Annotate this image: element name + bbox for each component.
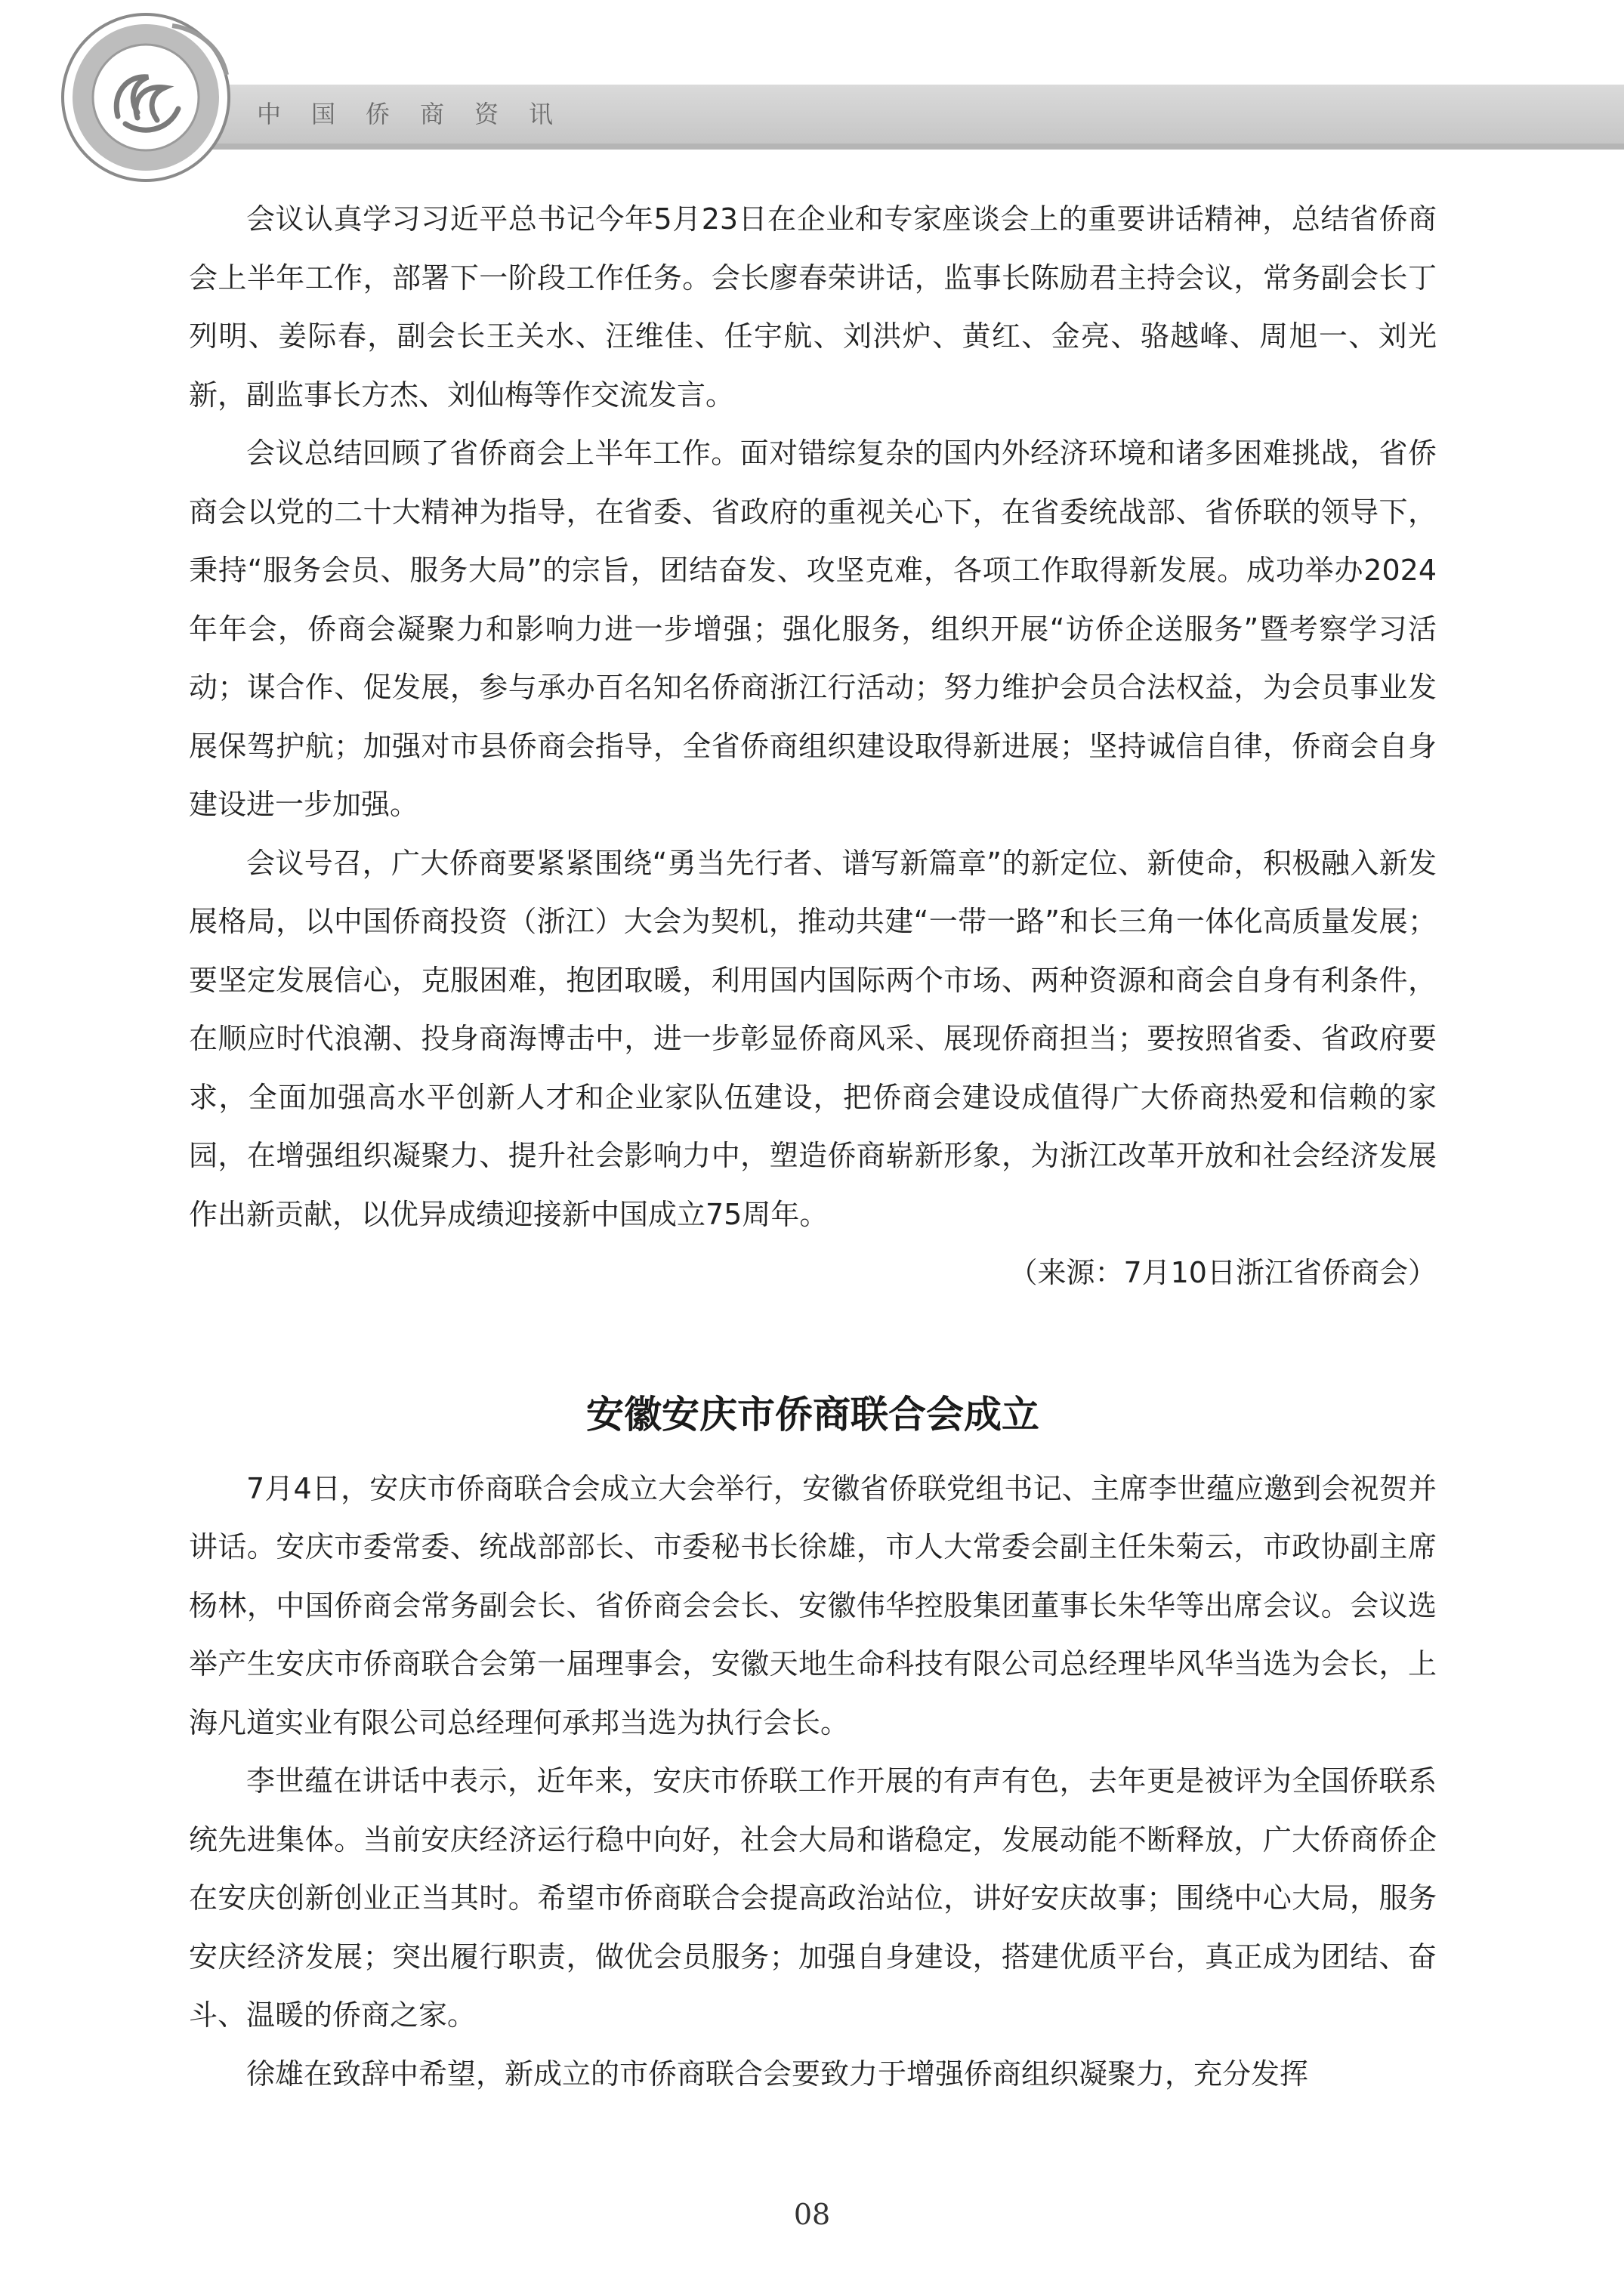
page-content — [189, 190, 1437, 2103]
chamber-logo-icon — [59, 11, 233, 184]
article2-title: 安徽安庆市侨商联合会成立 — [586, 1392, 1039, 1437]
header-band-shadow — [166, 144, 1624, 150]
article2-paragraph-2: 李世蕴在讲话中表示，近年来，安庆市侨联工作开展的有声有色，去年更是被评为全国侨联系统先进集体。当前安庆经济运行稳中向好，社会大局和谐稳定，发展动能不断释放，广大侨商侨企在安庆创新创业正当其时。希望市侨商联合会提高政治站位，讲好安庆故事；围绕中心大局，服务安庆经济发展；突出履行职责，做优会员服务；加强自身建设，搭建优质平台，真正成为团结、奋斗、温暖的侨商之家。 — [189, 1764, 1437, 2032]
page-number: 08 — [793, 2198, 831, 2231]
article1-paragraph-2: 会议总结回顾了省侨商会上半年工作。面对错综复杂的国内外经济环境和诸多困难挑战，省侨商会以党的二十大精神为指导，在省委、省政府的重视关心下，在省委统战部、省侨联的领导下，秉持“服务会员、服务大局”的宗旨，团结奋发、攻坚克难，各项工作取得新发展。成功举办2024年年会，侨商会凝聚力和影响力进一步增强；强化服务，组织开展“访侨企送服务”暨考察学习活动；谋合作、促发展，参与承办百名知名侨商浙江行活动；努力维护会员合法权益，为会员事业发展保驾护航；加强对市县侨商会指导，全省侨商组织建设取得新进展；坚持诚信自律，侨商会自身建设进一步加强。 — [189, 437, 1437, 821]
article1-paragraph-3: 会议号召，广大侨商要紧紧围绕“勇当先行者、谱写新篇章”的新定位、新使命，积极融入新发展格局，以中国侨商投资（浙江）大会为契机，推动共建“一带一路”和长三角一体化高质量发展；要坚定发展信心，克服困难，抱团取暖，利用国内国际两个市场、两种资源和商会自身有利条件，在顺应时代浪潮、投身商海博击中，进一步彰显侨商风采、展现侨商担当；要按照省委、省政府要求，全面加强高水平创新人才和企业家队伍建设，把侨商会建设成值得广大侨商热爱和信赖的家园，在增强组织凝聚力、提升社会影响力中，塑造侨商崭新形象，为浙江改革开放和社会经济发展作出新贡献，以优异成绩迎接新中国成立75周年。 — [189, 846, 1437, 1231]
article-anqing — [189, 1384, 1437, 2104]
page-header — [0, 0, 1624, 196]
header-title: 中国侨商资讯 — [257, 100, 584, 128]
article2-paragraph-3: 徐雄在致辞中希望，新成立的市侨商联合会要致力于增强侨商组织凝聚力，充分发挥 — [246, 2057, 1309, 2091]
article1-source: （来源：7月10日浙江省侨商会） — [1008, 1256, 1437, 1289]
article1-paragraph-1: 会议认真学习习近平总书记今年5月23日在企业和专家座谈会上的重要讲话精神，总结省侨商会上半年工作，部署下一阶段工作任务。会长廖春荣讲话，监事长陈励君主持会议，常务副会长丁列明、姜际春，副会长王关水、汪维佳、任宇航、刘洪炉、黄红、金亮、骆越峰、周旭一、刘光新，副监事长方杰、刘仙梅等作交流发言。 — [189, 202, 1437, 412]
article2-paragraph-1: 7月4日，安庆市侨商联合会成立大会举行，安徽省侨联党组书记、主席李世蕴应邀到会祝贺并讲话。安庆市委常委、统战部部长、市委秘书长徐雄，市人大常委会副主任朱菊云，市政协副主席杨林，中国侨商会常务副会长、省侨商会会长、安徽伟华控股集团董事长朱华等出席会议。会议选举产生安庆市侨商联合会第一届理事会，安徽天地生命科技有限公司总经理毕风华当选为会长，上海凡道实业有限公司总经理何承邦当选为执行会长。 — [189, 1471, 1437, 1739]
article-zhejiang — [189, 190, 1437, 1303]
